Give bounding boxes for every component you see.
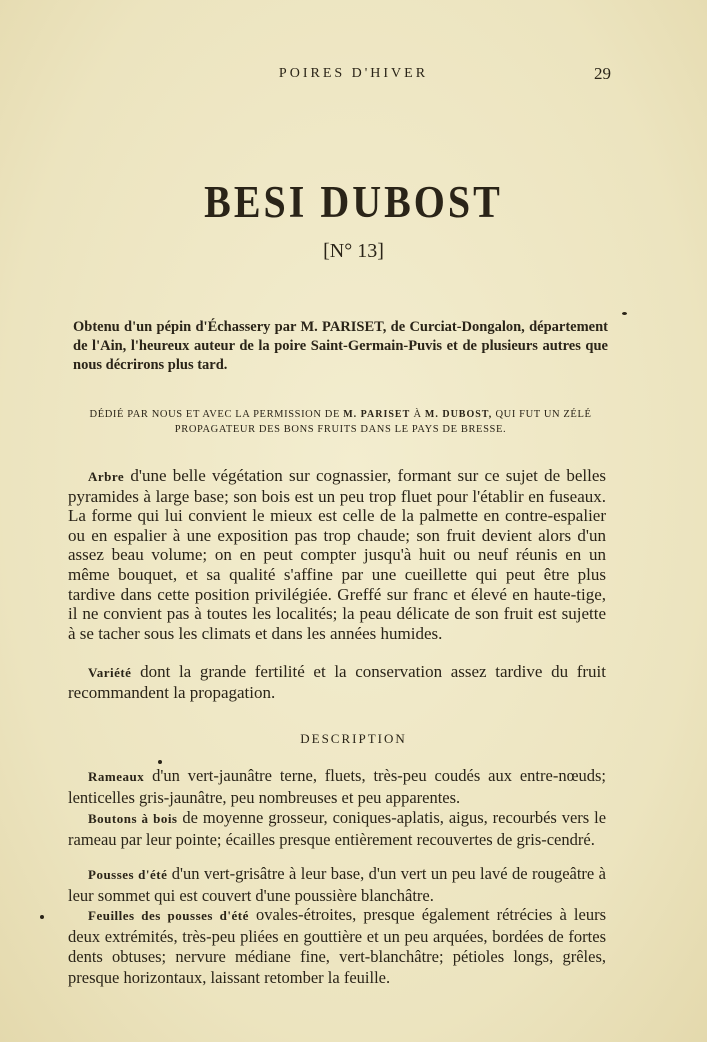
- running-head: POIRES D'HIVER: [278, 66, 429, 81]
- paragraph-boutons: [68, 808, 606, 850]
- dedication-text-1: DÉDIÉ PAR NOUS ET AVEC LA PERMISSION DE: [89, 409, 340, 420]
- section-heading-description: DESCRIPTION: [300, 731, 407, 746]
- print-speck: [40, 915, 44, 919]
- text-arbre: d'une belle végétation sur cognassier, formant sur ce sujet de belles pyramides à large base; son bois est un peu trop fluet pour l'établir en fuseaux. La forme qui lui convient le mieux est celle de la palmette en contre-espalier ou en espalier à une exposition pas trop chaude; son fruit devient alors d'un assez beau volume; on en peut compter jusqu'à huit ou neuf réunis en un même bouquet, et sa qualité s'affine par une cueillette qui peut être plus tardive dans cette position privilégiée. Greffé sur franc et élevé en haute-tige, il ne convient pas à toutes les localités; la peau délicate de son fruit est sujette à se tacher sous les climats et dans les années humides.: [68, 466, 607, 643]
- variety-number: [N° 13]: [323, 240, 384, 262]
- text-boutons: de moyenne grosseur, coniques-aplatis, aigus, recourbés vers le rameau par leur pointe; écailles presque entièrement recouvertes de gris-cendré.: [68, 808, 607, 849]
- lead-word-feuilles: Feuilles des pousses d'été: [88, 908, 249, 923]
- dedication-name-2: M. DUBOST,: [424, 409, 493, 420]
- dedication-text-3: QUI FUT UN ZÉLÉ PROPAGATEUR DES BONS FRUITS DANS LE PAYS DE BRESSE.: [174, 409, 592, 435]
- text-feuilles: ovales-étroites, presque également rétrécies à leurs deux extrémités, très-peu pliées en gouttière et un peu arquées, bordées de fortes dents obtuses; nervure médiane fine, vert-blanchâtre; pétioles longs, grêles, presque horizontaux, laissant retomber la feuille.: [68, 905, 607, 987]
- lead-word-boutons: Boutons à bois: [88, 811, 178, 826]
- dedication: [73, 407, 608, 437]
- print-speck: [622, 312, 627, 315]
- dedication-text-2: À: [413, 409, 422, 420]
- lead-word-rameaux: Rameaux: [88, 769, 145, 784]
- intro-paragraph: Obtenu d'un pépin d'Échassery par M. PARISET, de Curciat-Dongalon, département de l'Ain, l'heureux auteur de la poire Saint-Germain-Puvis et de plusieurs autres que nous décrirons plus tard.: [73, 319, 608, 373]
- paragraph-arbre: [68, 466, 606, 643]
- paragraph-rameaux: [68, 766, 606, 808]
- print-speck: [158, 760, 162, 764]
- lead-word-arbre: Arbre: [88, 469, 125, 484]
- text-rameaux: d'un vert-jaunâtre terne, fluets, très-peu coudés aux entre-nœuds; lenticelles gris-jaunâtre, peu nombreuses et peu apparentes.: [68, 766, 607, 807]
- lead-word-variete: Variété: [88, 665, 132, 680]
- page-number: 29: [594, 64, 611, 83]
- paragraph-feuilles: [68, 905, 606, 988]
- page-title: BESI DUBOST: [204, 175, 503, 228]
- lead-word-pousses: Pousses d'été: [88, 867, 168, 882]
- dedication-name-1: M. PARISET: [343, 409, 411, 420]
- text-variete: dont la grande fertilité et la conservation assez tardive du fruit recommandent la propagation.: [68, 662, 606, 702]
- text-pousses: d'un vert-grisâtre à leur base, d'un vert un peu lavé de rougeâtre à leur sommet qui est couvert d'une poussière blanchâtre.: [68, 864, 606, 905]
- paragraph-variete: [68, 662, 606, 702]
- paragraph-pousses: [68, 864, 606, 906]
